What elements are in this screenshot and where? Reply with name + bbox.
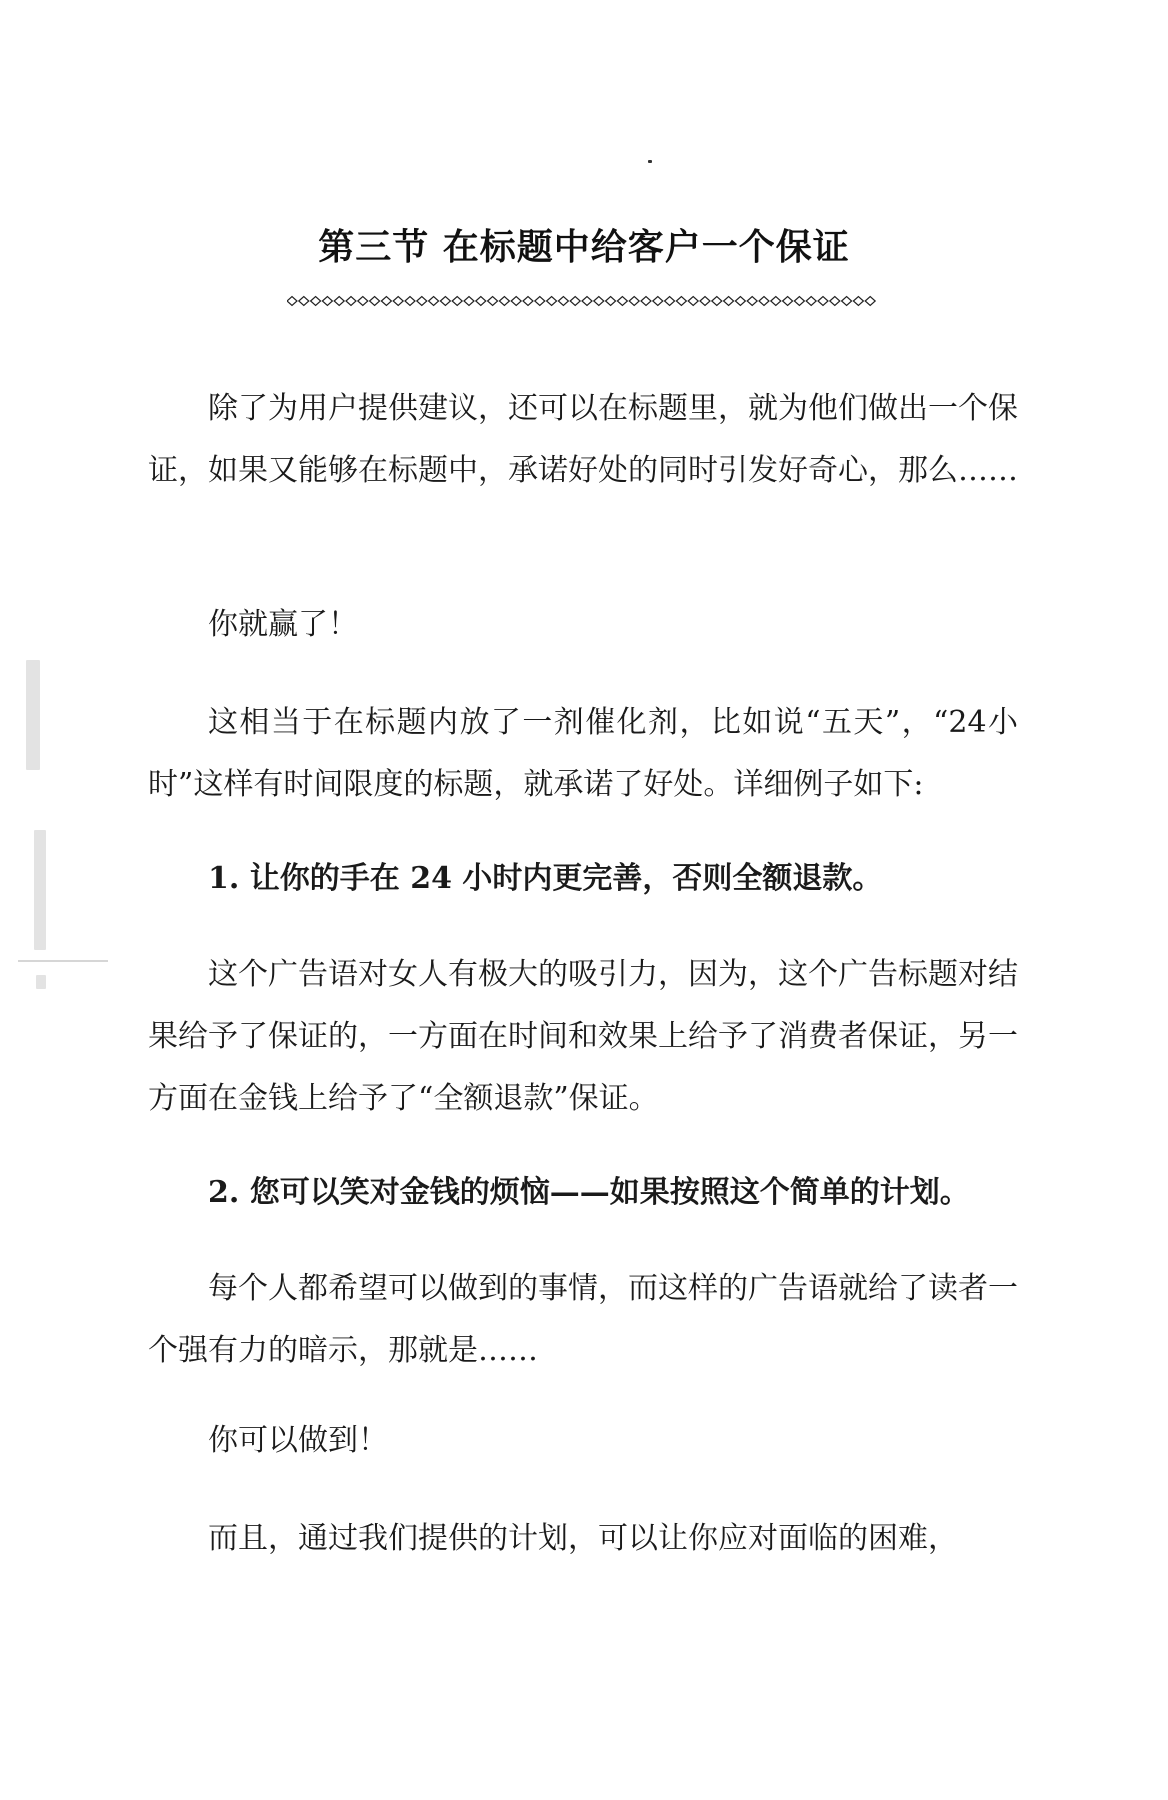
ornament-diamond xyxy=(346,297,356,306)
ornament-diamond xyxy=(570,297,580,306)
ornament-diamond xyxy=(429,297,439,306)
ornament-diamond xyxy=(594,297,604,306)
paragraph-4: 这个广告语对女人有极大的吸引力，因为，这个广告标题对结果给予了保证的，一方面在时间和效果上给予了消费者保证，另一方面在金钱上给予了“全额退款”保证。 xyxy=(148,957,1018,1116)
ornament-diamond xyxy=(759,297,769,306)
ornament-diamond xyxy=(747,297,757,306)
bleed-through-mark xyxy=(26,660,40,770)
ornament-diamond xyxy=(287,297,297,306)
ornament-diamond xyxy=(724,297,734,306)
ornament-diamond xyxy=(653,297,663,306)
ornament-diamond xyxy=(818,297,828,306)
ornament-diamond xyxy=(629,297,639,306)
ornament-diamond xyxy=(547,297,557,306)
paragraph-5: 每个人都希望可以做到的事情，而这样的广告语就给了读者一个强有力的暗示，那就是…… xyxy=(148,1271,1018,1368)
ornament-diamond xyxy=(417,297,427,306)
ornament-diamond xyxy=(700,297,710,306)
paragraph-7: 而且，通过我们提供的计划，可以让你应对面临的困难， xyxy=(208,1521,958,1556)
ornament-diamond xyxy=(464,297,474,306)
paragraph-1: 除了为用户提供建议，还可以在标题里，就为他们做出一个保证，如果又能够在标题中，承诺好处的同时引发好奇心，那么…… xyxy=(148,391,1018,488)
ornament-diamond xyxy=(523,297,533,306)
ornament-diamond xyxy=(617,297,627,306)
bleed-through-mark xyxy=(34,830,46,950)
ornament-diamond xyxy=(853,297,863,306)
ornament-diamond xyxy=(370,297,380,306)
ornament-diamond xyxy=(405,297,415,306)
ornament-diamond xyxy=(794,297,804,306)
example-heading-1: 1. 让你的手在 24 小时内更完善，否则全额退款。 xyxy=(208,861,883,896)
ornament-diamond xyxy=(499,297,509,306)
ornament-diamond xyxy=(830,297,840,306)
title-ornament-divider xyxy=(287,293,877,309)
ornament-diamond xyxy=(535,297,545,306)
ornament-diamond xyxy=(334,297,344,306)
ornament-diamond xyxy=(665,297,675,306)
section-title: 第三节 在标题中给客户一个保证 xyxy=(318,226,850,268)
ornament-diamond xyxy=(771,297,781,306)
scan-speck xyxy=(648,160,652,163)
scan-edge-line xyxy=(18,960,108,962)
paragraph-6: 你可以做到！ xyxy=(208,1423,388,1458)
ornament-diamond xyxy=(641,297,651,306)
ornament-diamond xyxy=(393,297,403,306)
ornament-diamond xyxy=(806,297,816,306)
ornament-diamond xyxy=(476,297,486,306)
ornament-diamond xyxy=(783,297,793,306)
ornament-diamond xyxy=(322,297,332,306)
ornament-diamond xyxy=(842,297,852,306)
ornament-diamond xyxy=(440,297,450,306)
example-heading-2: 2. 您可以笑对金钱的烦恼——如果按照这个简单的计划。 xyxy=(208,1175,970,1210)
paragraph-3: 这相当于在标题内放了一剂催化剂，比如说“五天”，“24小时”这样有时间限度的标题，就承诺了好处。详细例子如下: xyxy=(148,705,1018,802)
ornament-diamond xyxy=(735,297,745,306)
ornament-diamond xyxy=(381,297,391,306)
ornament-diamond xyxy=(676,297,686,306)
ornament-diamond xyxy=(299,297,309,306)
paragraph-2: 你就赢了！ xyxy=(208,607,358,642)
ornament-diamond xyxy=(311,297,321,306)
ornament-diamond xyxy=(688,297,698,306)
ornament-diamond xyxy=(582,297,592,306)
ornament-diamond xyxy=(865,297,875,306)
ornament-diamond xyxy=(712,297,722,306)
ornament-diamond xyxy=(558,297,568,306)
ornament-diamond xyxy=(358,297,368,306)
ornament-diamond xyxy=(452,297,462,306)
ornament-diamond xyxy=(606,297,616,306)
bleed-through-mark xyxy=(36,975,46,989)
ornament-diamond xyxy=(488,297,498,306)
ornament-diamond xyxy=(511,297,521,306)
